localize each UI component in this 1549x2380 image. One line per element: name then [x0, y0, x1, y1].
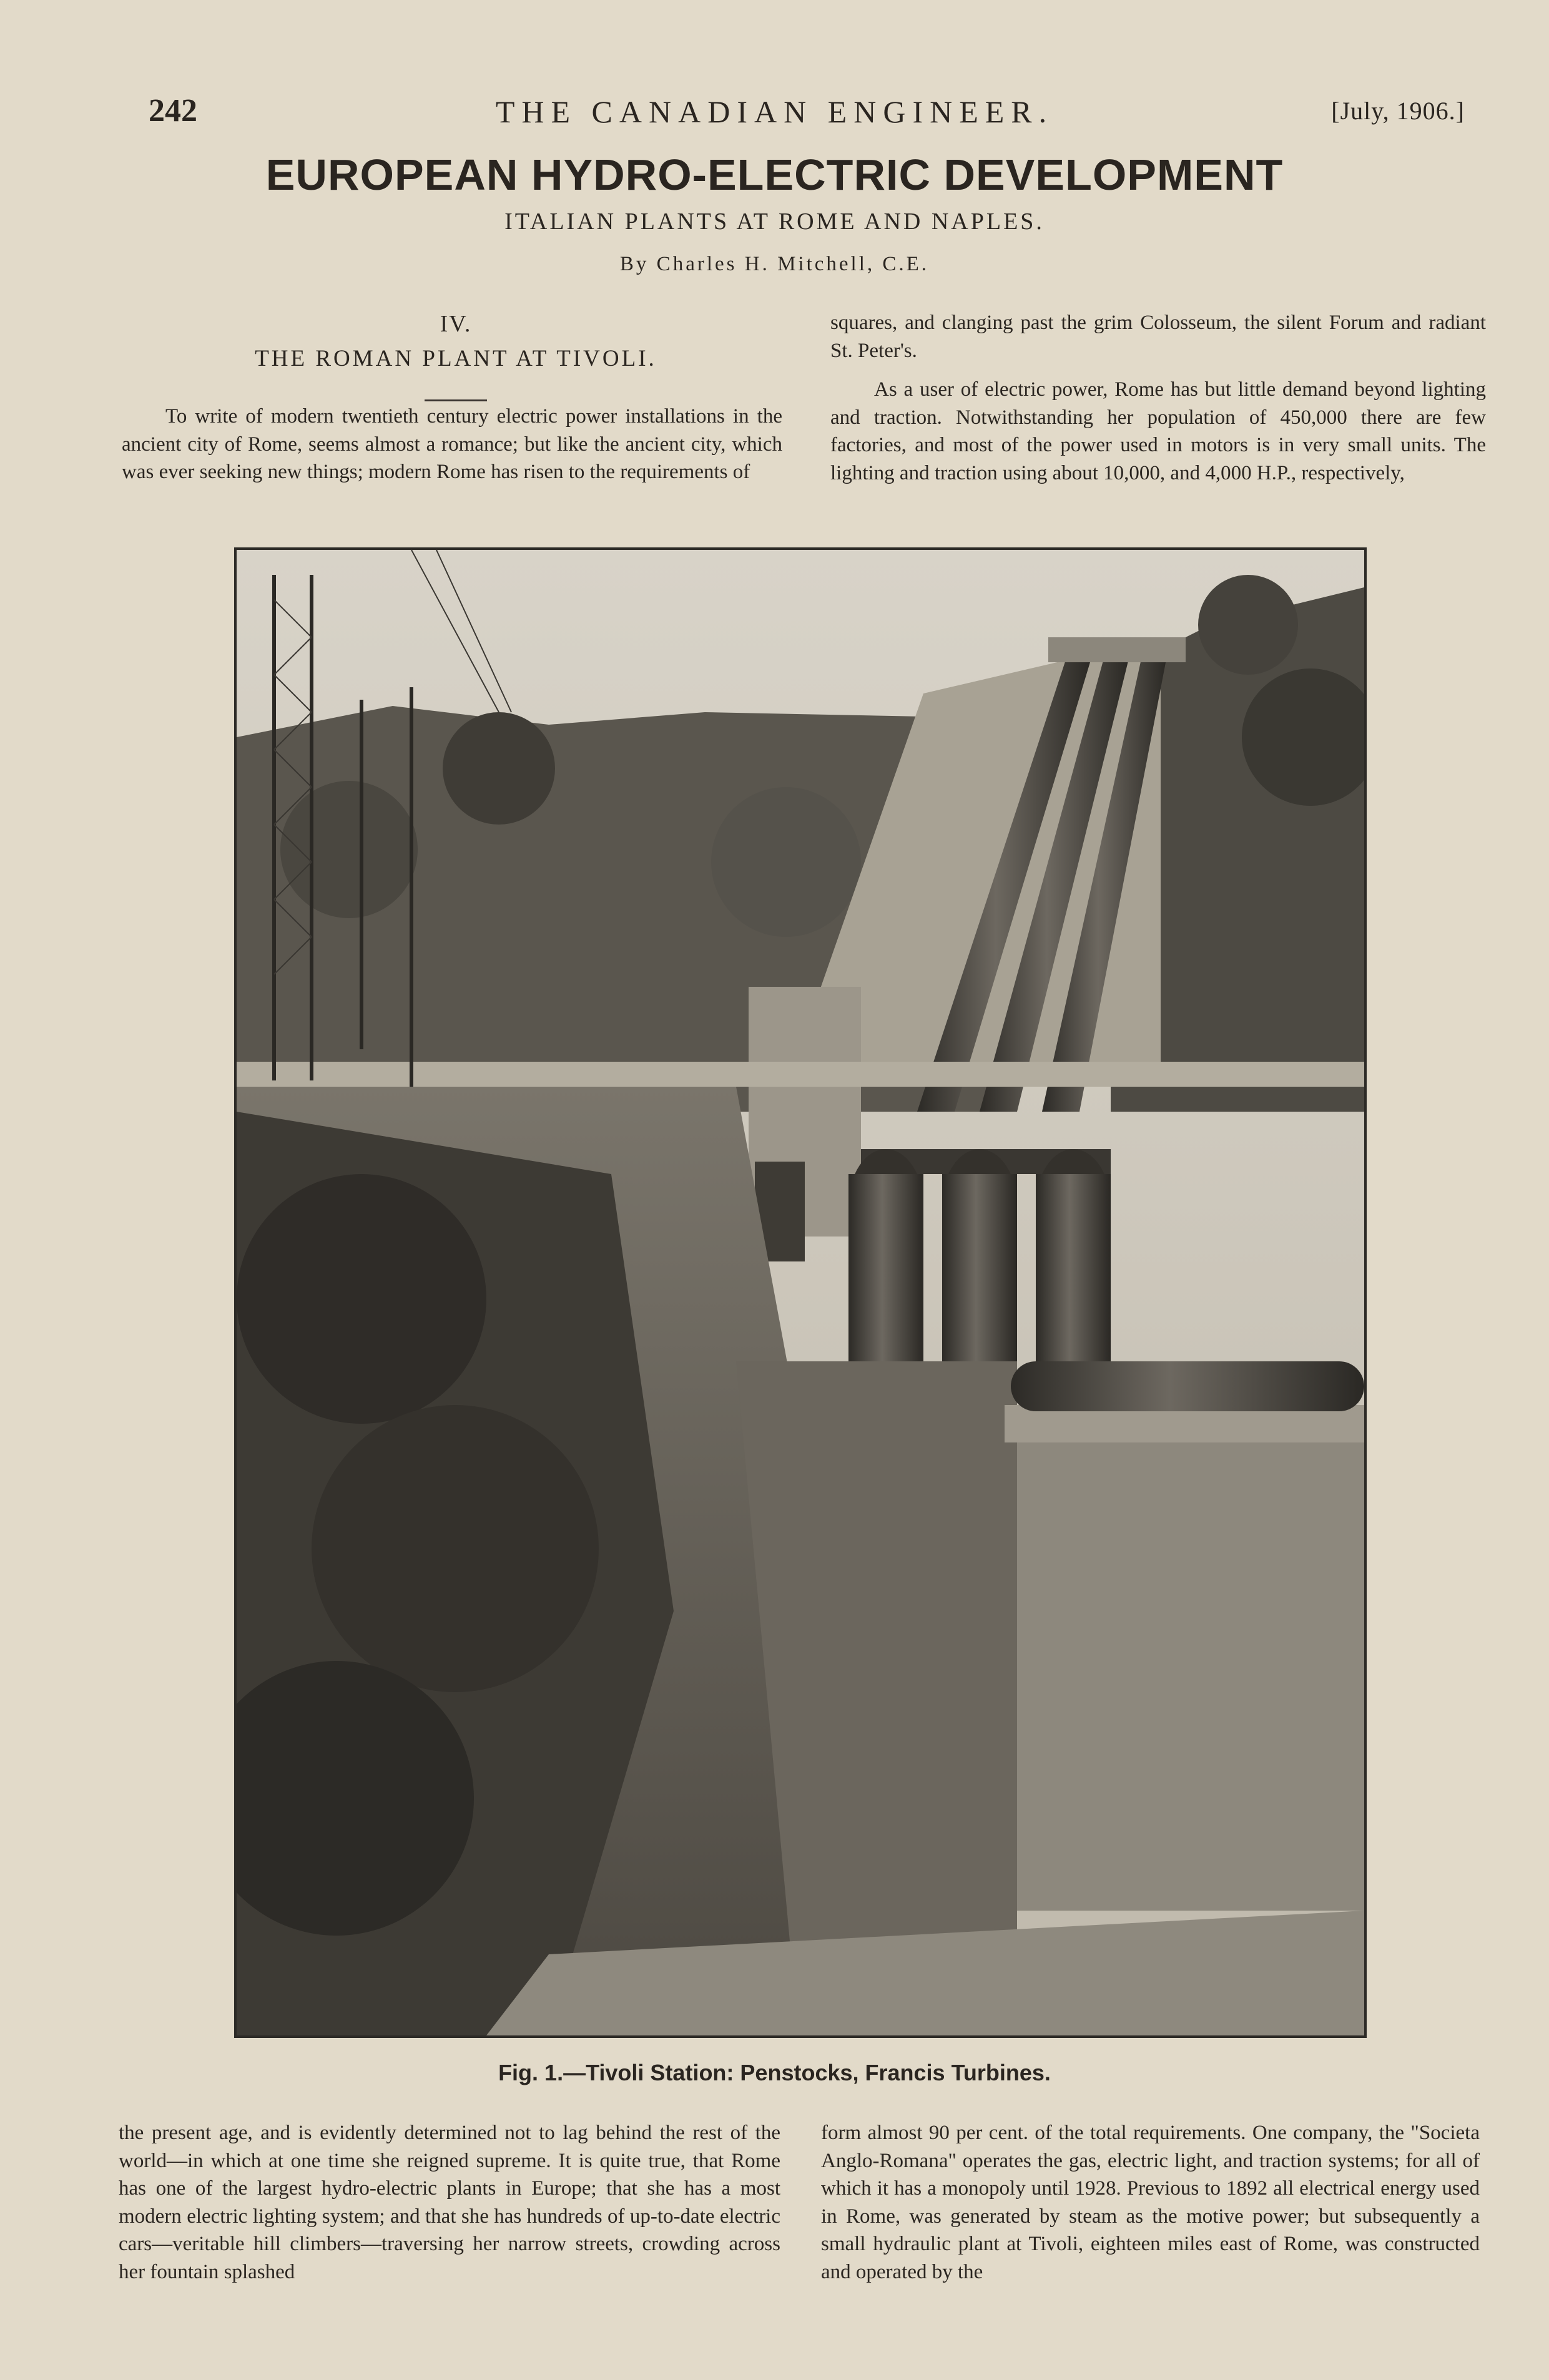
text-column-4: [821, 2119, 1480, 2286]
page-number: 242: [149, 93, 197, 129]
journal-title: THE CANADIAN ENGINEER.: [495, 94, 1054, 129]
paragraph: As a user of electric power, Rome has but little demand beyond lighting and traction. Notwithstanding her population of 450,000 there are few factories, and most of the power used in motors is in very small units. The lighting and traction using about 10,000, and 4,000 H.P., respectively,: [830, 378, 1486, 484]
text-column-3: [119, 2119, 780, 2286]
section-rule: [425, 399, 487, 401]
section-title: THE ROMAN PLANT AT TIVOLI.: [255, 346, 657, 371]
penstocks-photo-illustration: [237, 550, 1364, 2035]
figure-photo: [234, 547, 1367, 2038]
text-column-1: [122, 403, 782, 486]
paragraph: form almost 90 per cent. of the total requirements. One company, the "Societa Anglo-Romana" operates the gas, electric light, and traction systems; for all of which it has a monopoly until 1928. Previous to 1892 all electrical energy used in Rome, was generated by steam as the motive power; but subsequently a small hydraulic plant at Tivoli, eighteen miles east of Rome, was constructed and operated by the: [821, 2122, 1480, 2283]
running-header: [0, 92, 1549, 136]
figure-caption: Fig. 1.—Tivoli Station: Penstocks, Francis Turbines.: [498, 2060, 1051, 2085]
paragraph: the present age, and is evidently determined not to lag behind the rest of the world—in which at one time she reigned supreme. It is quite true, that Rome has one of the largest hydro-electric plants in Europe; that she has a most modern electric lighting system; and that she has hundreds of up-to-date electric cars—veritable hill climbers—traversing her narrow streets, crowding across her fountain splashed: [119, 2122, 780, 2283]
paragraph: To write of modern twentieth century electric power installations in the ancient city of Rome, seems almost a romance; but like the ancient city, which was ever seeking new things; modern Rome has risen to the requirements of: [122, 405, 782, 483]
text-column-2: [830, 309, 1486, 487]
article-byline: By Charles H. Mitchell, C.E.: [619, 253, 930, 275]
paragraph: squares, and clanging past the grim Colosseum, the silent Forum and radiant St. Peter's.: [830, 311, 1486, 362]
article-title: EUROPEAN HYDRO-ELECTRIC DEVELOPMENT: [265, 150, 1284, 199]
issue-date: [July, 1906.]: [1331, 97, 1465, 125]
article-subtitle: ITALIAN PLANTS AT ROME AND NAPLES.: [504, 208, 1045, 235]
section-number: IV.: [440, 311, 472, 337]
